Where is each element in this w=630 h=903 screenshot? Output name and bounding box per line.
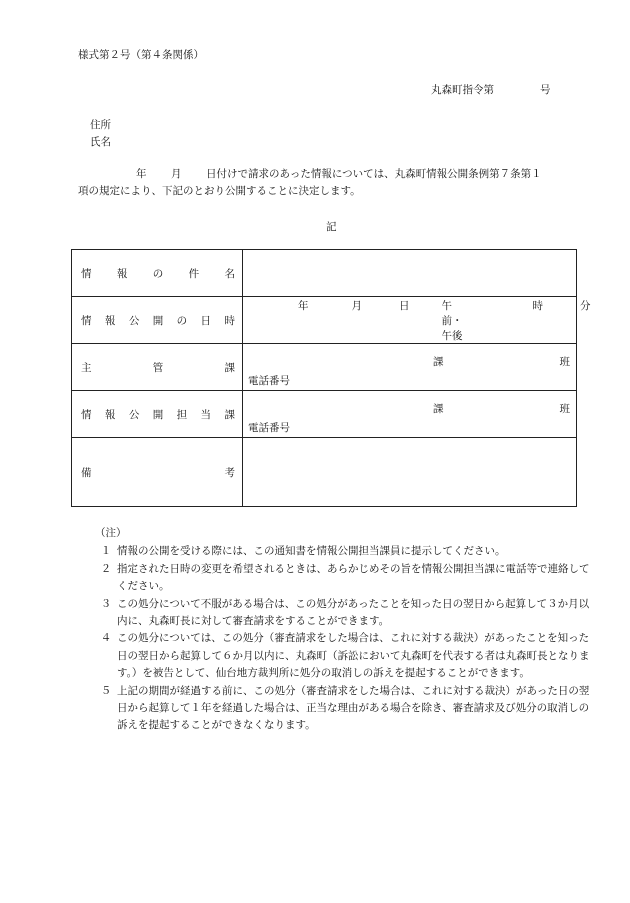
note-number: １ — [100, 545, 112, 558]
char: 報 — [116, 267, 128, 280]
note-text: この処分については、この処分（審査請求をした場合は、これに対する裁決）があったことを知った日の翌日から起算して６か月以内に、丸森町（訴訟において丸森町を代表する者は丸森町長となります。）を被告として、仙台地方裁判所に処分の取消しの訴えを提起することができます。 — [117, 632, 590, 680]
char: 開 — [152, 408, 164, 421]
body-text-1: 日付けで請求のあった情報については、丸森町情報公開条例第７条第１ — [206, 168, 542, 180]
staff-ka: 課 — [433, 403, 444, 415]
note-item — [95, 596, 590, 631]
char: 課 — [224, 408, 235, 421]
note-number: ２ — [100, 562, 112, 575]
ki-heading: 記 — [326, 221, 337, 233]
note-item — [95, 683, 590, 735]
staff-han: 班 — [559, 403, 570, 415]
char: 備 — [81, 466, 92, 479]
datetime-value-parts — [243, 298, 591, 343]
dept-tel: 電話番号 — [248, 375, 290, 387]
char: 情 — [81, 267, 92, 280]
notes — [95, 525, 590, 735]
subject-row — [72, 250, 577, 297]
char: の — [152, 267, 164, 280]
dept-label — [72, 344, 243, 391]
subject-value — [243, 250, 577, 297]
note-text: この処分について不服がある場合は、この処分があったことを知った日の翌日から起算して３か月以内に、丸森町長に対して審査請求をすることができます。 — [117, 597, 590, 628]
char: 日 — [200, 314, 212, 327]
notes-heading: （注） — [95, 527, 127, 539]
doc-number-prefix: 丸森町指令第 — [431, 84, 494, 96]
char: の — [176, 314, 188, 327]
char: 日 — [399, 299, 410, 312]
char: 報 — [104, 408, 116, 421]
datetime-row — [72, 297, 577, 344]
char: 担 — [176, 408, 188, 421]
note-text: 情報の公開を受ける際には、この通知書を情報公開担当課員に提示してください。 — [117, 545, 506, 558]
remarks-label — [72, 438, 243, 507]
char: 課 — [224, 361, 235, 374]
staff-value — [243, 391, 577, 438]
char: 時 — [532, 299, 543, 312]
body-line-1 — [136, 166, 542, 181]
month-label: 月 — [171, 168, 182, 180]
body-line-2: 項の規定により、下記のとおり公開することに決定します。 — [78, 185, 361, 197]
subject-label-chars — [72, 266, 242, 281]
note-text: 上記の期間が経過する前に、この処分（審査請求をした場合は、これに対する裁決）があった日の翌日から起算して１年を経過した場合は、正当な理由がある場合を除き、審査請求及び処分の取消しの訴えを提起することができなくなります。 — [117, 684, 590, 732]
remarks-row — [72, 438, 577, 507]
char: 月 — [351, 299, 362, 312]
char: 時 — [224, 314, 235, 327]
char: 年 — [298, 299, 309, 312]
char: 管 — [152, 361, 164, 374]
info-table — [71, 249, 591, 507]
char: 公 — [128, 408, 140, 421]
note-item — [95, 543, 590, 560]
char: 名 — [224, 267, 235, 280]
note-item — [95, 561, 590, 596]
char: 開 — [152, 314, 164, 327]
dept-label-chars — [72, 360, 242, 375]
dept-han: 班 — [559, 356, 570, 368]
notes-list — [95, 543, 590, 734]
remarks-value — [243, 438, 577, 507]
char: 報 — [104, 314, 116, 327]
dept-ka: 課 — [433, 356, 444, 368]
dept-value — [243, 344, 577, 391]
staff-tel: 電話番号 — [248, 422, 290, 434]
year-label: 年 — [136, 168, 147, 180]
note-text: 指定された日時の変更を希望されるときは、あらかじめその旨を情報公開担当課に電話等で連絡してください。 — [117, 562, 590, 593]
char: 午前・午後 — [441, 299, 463, 342]
name-label: 氏名 — [90, 136, 111, 148]
note-number: ４ — [100, 632, 112, 645]
staff-row — [72, 391, 577, 438]
char: 主 — [81, 361, 92, 374]
staff-label-chars — [72, 407, 242, 422]
doc-number-suffix: 号 — [540, 84, 551, 96]
form-title: 様式第２号（第４条関係） — [78, 49, 204, 61]
datetime-value — [243, 297, 591, 344]
char: 件 — [188, 267, 200, 280]
note-number: ５ — [100, 684, 112, 697]
remarks-label-chars — [72, 465, 242, 480]
address-label: 住所 — [90, 119, 111, 131]
document-number — [431, 82, 551, 97]
char: 当 — [200, 408, 212, 421]
staff-label — [72, 391, 243, 438]
dept-row — [72, 344, 577, 391]
char: 公 — [128, 314, 140, 327]
datetime-label-chars — [72, 313, 242, 328]
char: 情 — [81, 314, 92, 327]
datetime-label — [72, 297, 243, 344]
char: 考 — [224, 466, 235, 479]
char: 分 — [580, 299, 591, 312]
subject-label — [72, 250, 243, 297]
char: 情 — [81, 408, 92, 421]
note-item — [95, 630, 590, 682]
note-number: ３ — [100, 597, 112, 610]
